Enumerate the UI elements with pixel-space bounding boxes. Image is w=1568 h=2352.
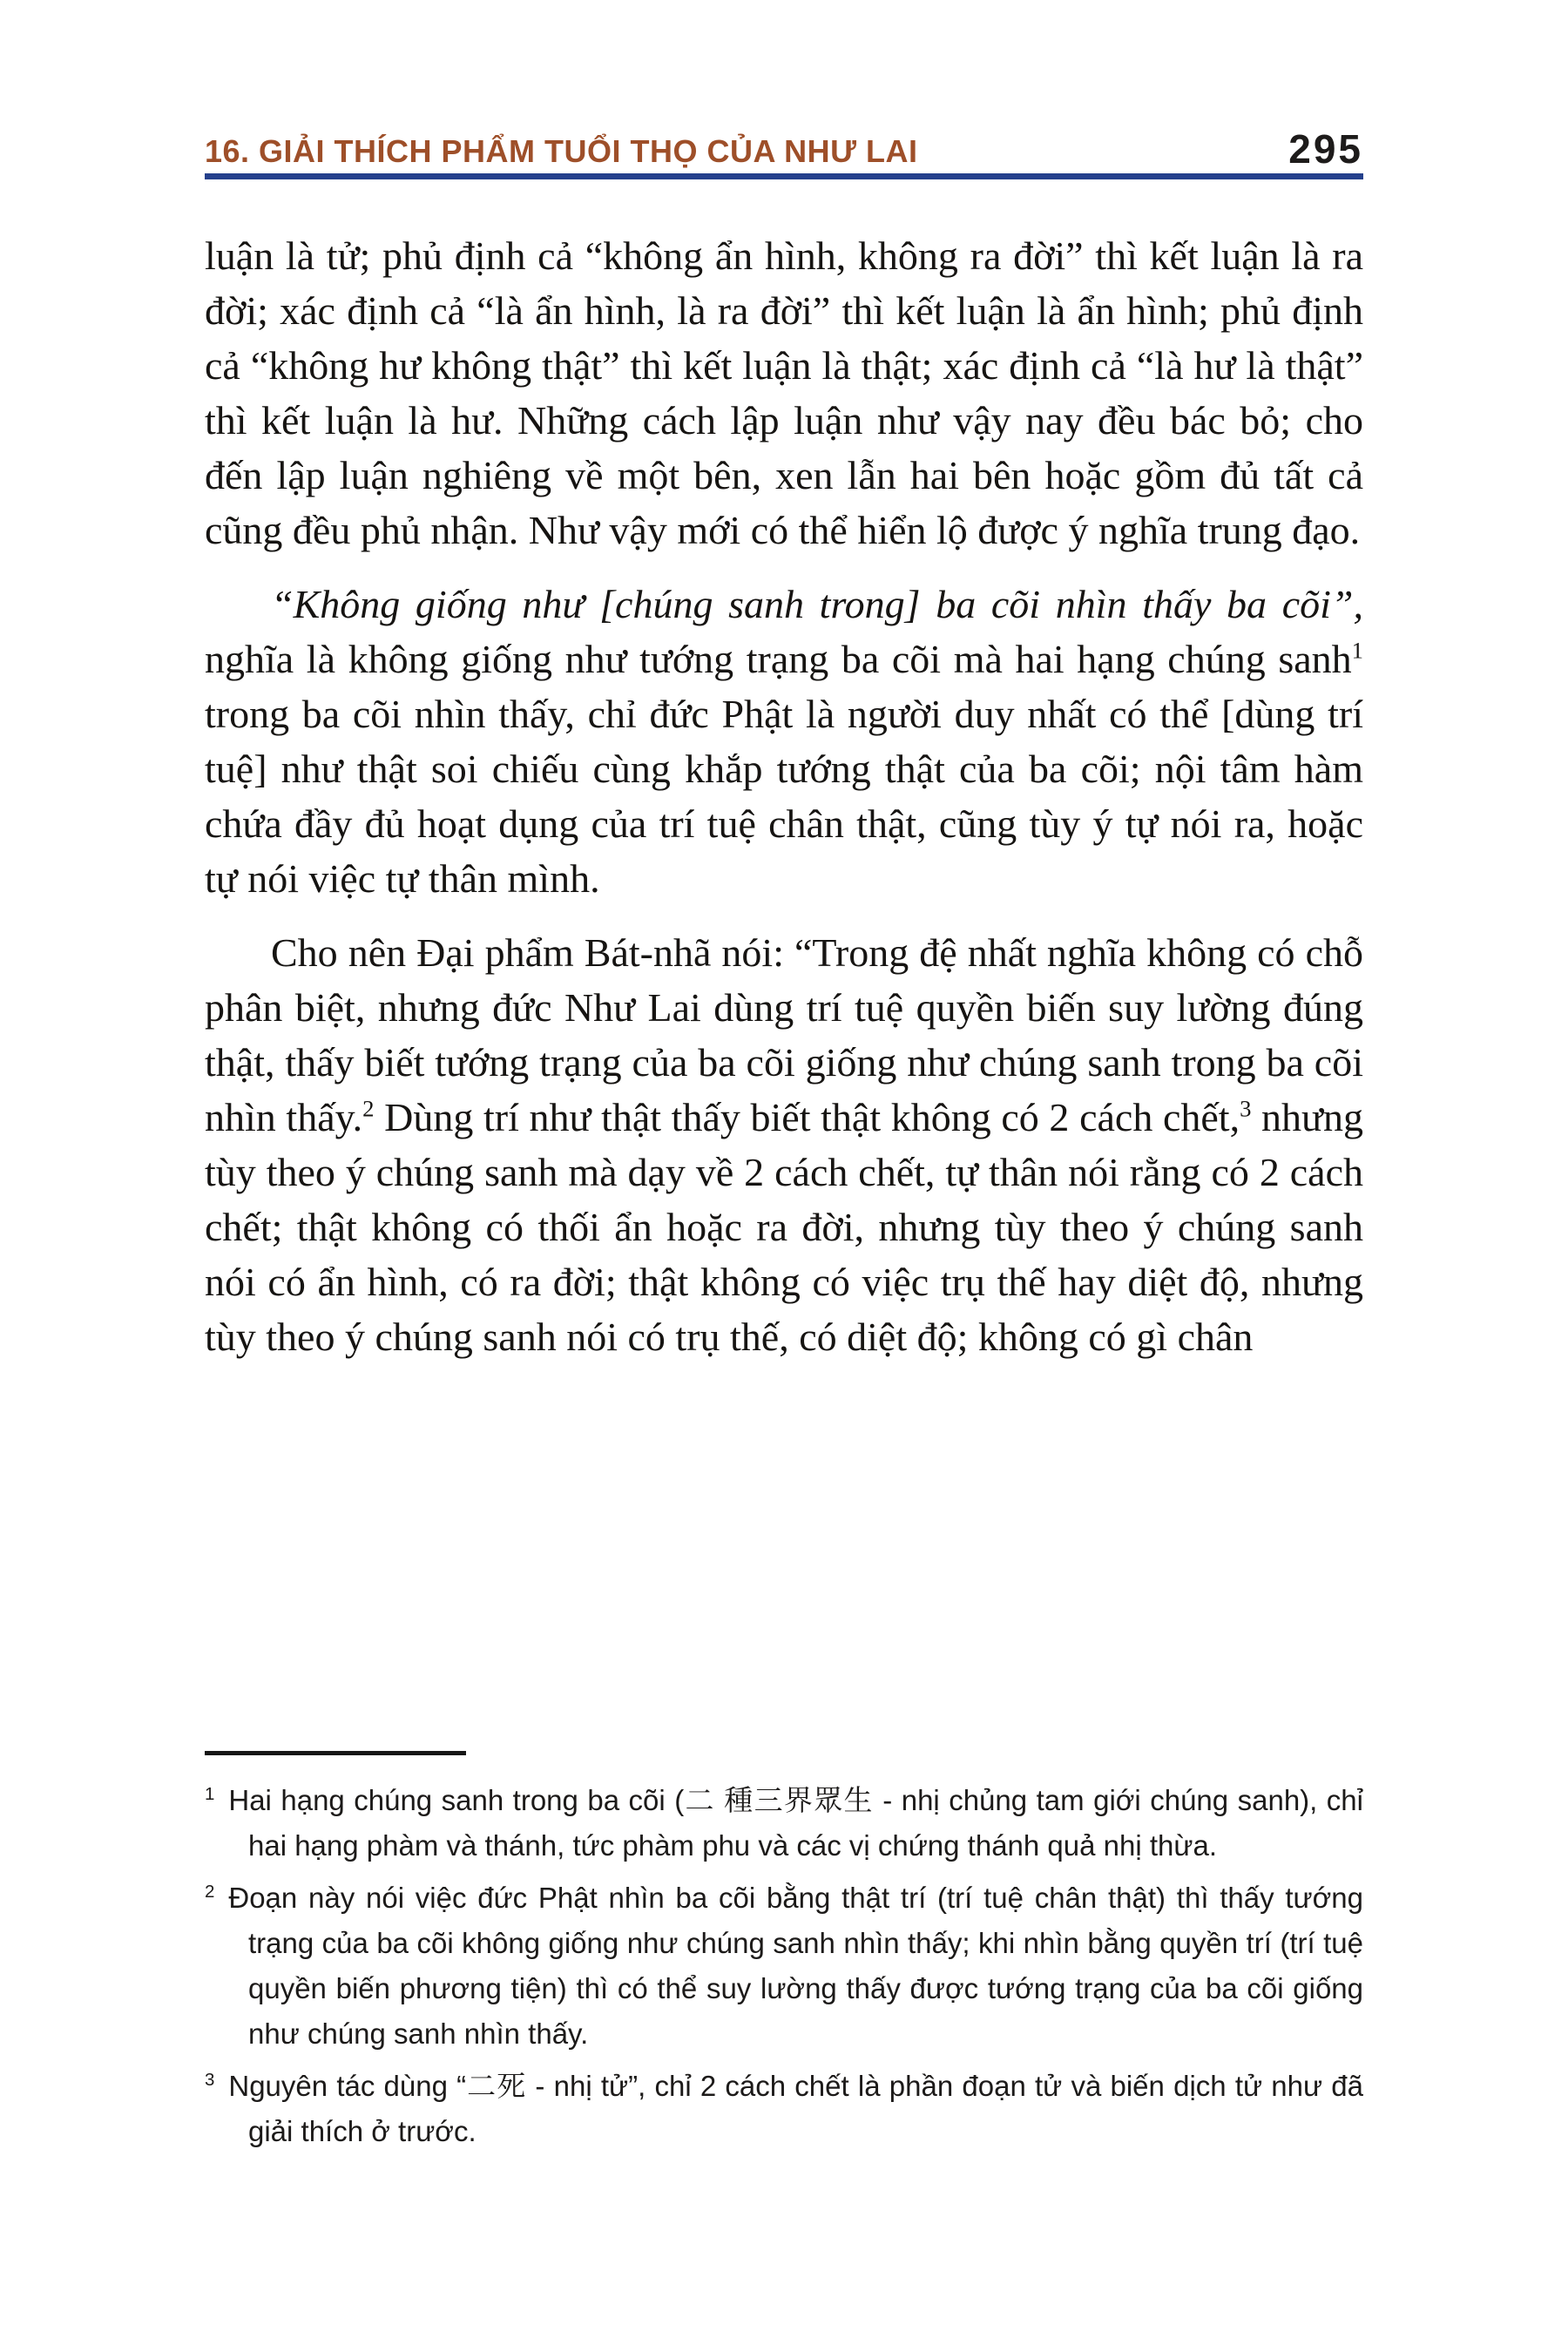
footnotes [205, 1751, 1363, 2161]
footnote-1-text: Hai hạng chúng sanh trong ba cõi (二 種三界眾生 - nhị chủng tam giới chúng sanh), chỉ hai hạng phàm và thánh, tức phàm phu và các vị chứng thánh quả nhị thừa. [228, 1784, 1363, 1862]
chapter-title: 16. GIẢI THÍCH PHẨM TUỔI THỌ CỦA NHƯ LAI [205, 133, 918, 170]
paragraph-2-text-a: nghĩa là không giống như tướng trạng ba cõi mà hai hạng chúng sanh [205, 637, 1352, 681]
footnote-3 [205, 2064, 1363, 2154]
footnote-2-text: Đoạn này nói việc đức Phật nhìn ba cõi bằng thật trí (trí tuệ chân thật) thì thấy tướng trạng của ba cõi không giống như chúng sanh nhìn thấy; khi nhìn bằng quyền trí (trí tuệ quyền biến phương tiện) thì có thể suy lường thấy được tướng trạng của ba cõi giống như chúng sanh nhìn thấy. [228, 1882, 1363, 2050]
footnote-1 [205, 1778, 1363, 1869]
page-number: 295 [1288, 126, 1363, 172]
paragraph-3-text-a: Cho nên Đại phẩm Bát-nhã nói: “Trong đệ nhất nghĩa không có chỗ phân biệt, nhưng đức Như Lai dùng trí tuệ quyền biến suy lường đúng thật, thấy biết tướng trạng của ba cõi giống như chúng sanh trong ba cõi nhìn thấy. [205, 930, 1363, 1139]
paragraph-3 [205, 925, 1363, 1364]
footnote-2-marker: 2 [205, 1882, 215, 1902]
footnote-3-text: Nguyên tác dùng “二死 - nhị tử”, chỉ 2 cách chết là phần đoạn tử và biến dịch tử như đã giải thích ở trước. [228, 2070, 1363, 2147]
body-text [205, 228, 1363, 1383]
footnote-ref-1: 1 [1351, 637, 1363, 664]
footnote-ref-3: 3 [1240, 1095, 1252, 1122]
paragraph-2 [205, 577, 1363, 906]
footnote-separator [205, 1751, 466, 1755]
footnote-ref-2: 2 [362, 1095, 375, 1122]
paragraph-3-text-c: nhưng tùy theo ý chúng sanh mà dạy về 2 cách chết, tự thân nói rằng có 2 cách chết; thật không có thối ẩn hoặc ra đời, nhưng tùy theo ý chúng sanh nói có ẩn hình, có ra đời; thật không có việc trụ thế hay diệt độ, nhưng tùy theo ý chúng sanh nói có trụ thế, có diệt độ; không có gì chân [205, 1095, 1363, 1359]
paragraph-1-text: luận là tử; phủ định cả “không ẩn hình, không ra đời” thì kết luận là ra đời; xác định cả “là ẩn hình, là ra đời” thì kết luận là ẩn hình; phủ định cả “không hư không thật” thì kết luận là thật; xác định cả “là hư là thật” thì kết luận là hư. Những cách lập luận như vậy nay đều bác bỏ; cho đến lập luận nghiêng về một bên, xen lẫn hai bên hoặc gồm đủ tất cả cũng đều phủ nhận. Như vậy mới có thể hiển lộ được ý nghĩa trung đạo. [205, 233, 1363, 552]
paragraph-2-text-b: trong ba cõi nhìn thấy, chỉ đức Phật là người duy nhất có thể [dùng trí tuệ] như thật soi chiếu cùng khắp tướng thật của ba cõi; nội tâm hàm chứa đầy đủ hoạt dụng của trí tuệ chân thật, cũng tùy ý tự nói ra, hoặc tự nói việc tự thân mình. [205, 692, 1363, 901]
running-head [205, 126, 1363, 172]
footnote-3-marker: 3 [205, 2070, 215, 2090]
paragraph-3-text-b: Dùng trí như thật thấy biết thật không có 2 cách chết, [374, 1095, 1240, 1139]
paragraph-1 [205, 228, 1363, 558]
paragraph-2-quote: “Không giống như [chúng sanh trong] ba cõi nhìn thấy ba cõi”, [271, 582, 1363, 626]
header-rule [205, 173, 1363, 179]
footnote-2 [205, 1876, 1363, 2057]
footnote-1-marker: 1 [205, 1784, 215, 1804]
